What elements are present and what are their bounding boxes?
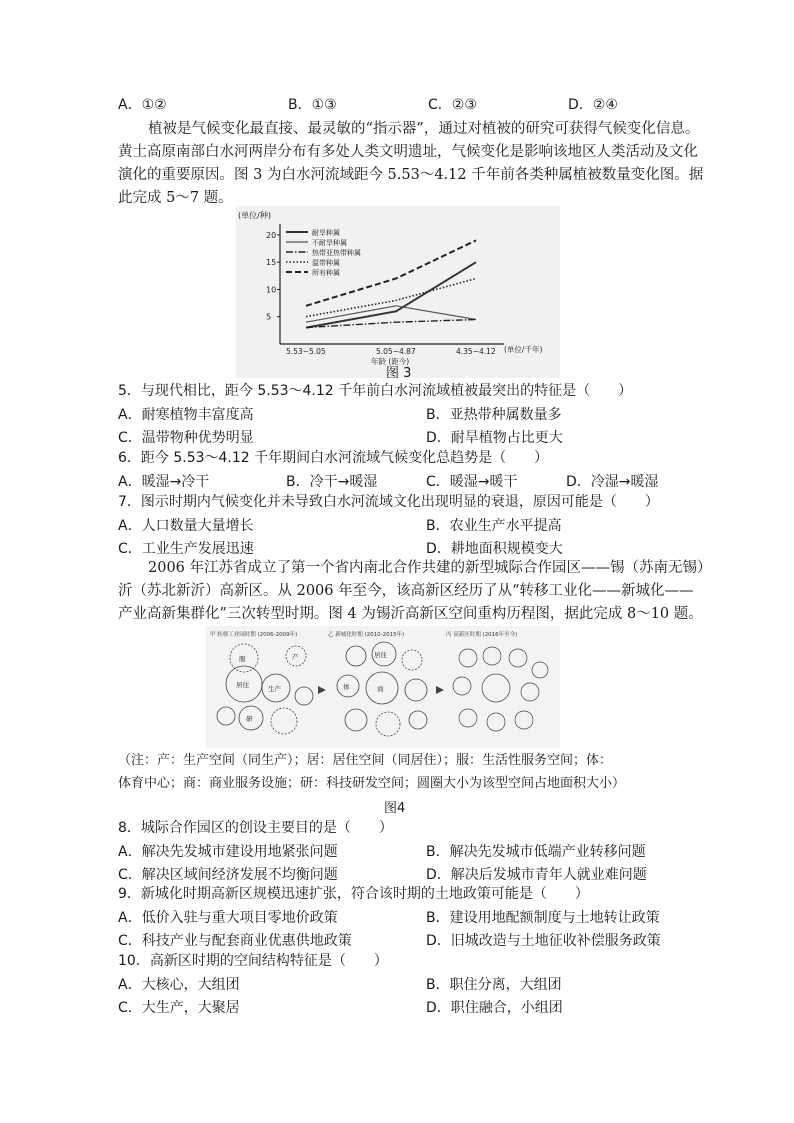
q6-option-d: D．冷湿→暖湿 (566, 474, 659, 490)
panel-c-circle-1 (459, 649, 477, 667)
q7-option-a: A．人口数量大量增长 (118, 518, 254, 534)
q4-option-b: B．①③ (288, 97, 337, 113)
figure-4-diagram (206, 626, 560, 748)
y-tick-label: 10 (266, 285, 277, 295)
panel-c-circle-5 (453, 677, 471, 695)
q6-option-a: A．暖湿→冷干 (118, 474, 210, 490)
q10-option-b: B．职住分离，大组团 (426, 977, 562, 993)
panel-b-circle-8 (376, 712, 400, 736)
q8-stem: 8．城际合作园区的创设主要目的是（ ） (118, 820, 393, 836)
panel-c-circle-10 (515, 711, 533, 729)
y-tick-label: 15 (266, 258, 277, 268)
q8-option-c: C．解决区域间经济发展不均衡问题 (118, 867, 338, 883)
y-tick-label: 5 (266, 312, 272, 322)
panel-a-labels (236, 652, 299, 723)
fig4-note-2: 体育中心；商：商业服务设施；研：科技研发空间；圆圈大小为该型空间占地面积大小） (118, 776, 626, 791)
legend-label-all: 所有种属 (312, 269, 340, 277)
panel-c-circle-7 (521, 683, 539, 701)
q5-option-a: A．耐寒植物丰富度高 (118, 407, 254, 423)
x-ticks (286, 347, 496, 356)
y-tick-label: 20 (266, 230, 277, 240)
q4-option-d: D．②④ (568, 97, 618, 113)
q10-option-a: A．大核心，大组团 (118, 977, 240, 993)
q8-option-d: D．解决后发城市青年人就业难问题 (426, 867, 647, 883)
intro-5-7-line-1: 植被是气候变化最直接、最灵敏的“指示器”，通过对植被的研究可获得气候变化信息。 (148, 121, 700, 137)
legend-label-drought: 耐旱种属 (312, 229, 340, 237)
intro-5-7-line-4: 此完成 5～7 题。 (118, 190, 233, 206)
panel-c-circle-2 (483, 647, 501, 665)
intro-8-10-line-1: 2006 年江苏省成立了第一个省内南北合作共建的新型城际合作园区——锡（苏南无锡） (148, 560, 712, 576)
intro-5-7-line-2: 黄土高原南部白水河两岸分布有多处人类文明遗址，气候变化是影响该地区人类活动及文化 (118, 144, 698, 160)
figure-3 (236, 206, 560, 378)
fig4-note-1: （注：产：生产空间（同生产）；居：居住空间（同居住）；服：生活性服务空间；体： (118, 753, 613, 768)
q6-option-b: B．冷干→暖湿 (286, 474, 378, 490)
arrow-b-c (436, 686, 444, 694)
label-commerce: 商 (377, 685, 384, 693)
panel-c-circle-3 (509, 649, 527, 667)
panel-c-circle-4 (532, 662, 548, 678)
panel-a (217, 644, 313, 734)
q5-option-b: B．亚热带种属数量多 (426, 407, 562, 423)
panel-a-title: 甲 转移工业园时期 (2006-2009年) (210, 632, 298, 638)
q9-stem: 9．新城化时期高新区规模迅速扩张，符合该时期的土地政策可能是（ ） (118, 886, 589, 902)
label-living-b: 居住 (374, 651, 387, 659)
panel-c-circle-9 (487, 713, 505, 731)
x-tick-label: 5.53~5.05 (286, 347, 326, 356)
q9-option-d: D．旧城改造与土地征收补偿服务政策 (426, 933, 661, 949)
series-line-1 (306, 306, 476, 322)
panel-a-circle-7 (271, 708, 297, 734)
q10-stem: 10．高新区时期的空间结构特征是（ ） (118, 953, 388, 969)
q6-stem: 6．距今 5.53～4.12 千年期间白水河流域气候变化总趋势是（ ） (118, 450, 549, 466)
q7-option-d: D．耕地面积规模变大 (426, 541, 563, 557)
panel-b-labels (343, 650, 388, 693)
q7-stem: 7．图示时期内气候变化并未导致白水河流域文化出现明显的衰退，原因可能是（ ） (118, 494, 659, 510)
legend (286, 228, 361, 277)
label-sports: 体 (343, 683, 350, 691)
label-research: 研 (246, 715, 253, 723)
panel-c (453, 647, 548, 731)
q9-option-b: B．建设用地配额制度与土地转让政策 (426, 910, 660, 926)
y-unit-label: (单位/种) (238, 211, 271, 220)
q5-stem: 5．与现代相比，距今 5.53～4.12 千年前白水河流域植被最突出的特征是（ ） (118, 383, 633, 399)
panel-b-circle-7 (345, 709, 367, 731)
figure-3-caption: 图 3 (386, 366, 412, 381)
x-axis-title: 年龄 (距今) (371, 357, 410, 366)
x-tick-label: 4.35~4.12 (456, 347, 496, 356)
legend-label-tropical: 热带亚热带种属 (312, 249, 361, 257)
q5-option-c: C．温带物种优势明显 (118, 430, 254, 446)
label-living: 居住 (236, 681, 249, 689)
panel-b-circle-1 (346, 646, 366, 666)
panel-a-circle-8 (295, 687, 313, 705)
q10-option-d: D．职住融合，小组团 (426, 1000, 563, 1016)
series-line-3 (306, 279, 476, 317)
panel-b-circle-9 (409, 711, 427, 729)
label-serve: 服 (239, 655, 246, 663)
panel-c-circle-8 (459, 709, 477, 727)
x-unit-label: (单位/千年) (504, 345, 543, 354)
intro-8-10-line-2: 沂（苏北新沂）高新区。从 2006 年至今，该高新区经历了从“转移工业化——新城化—— (118, 583, 694, 599)
figure-4 (206, 626, 560, 748)
q7-option-c: C．工业生产发展迅速 (118, 541, 254, 557)
panel-b-circle-6 (405, 679, 427, 701)
intro-8-10-line-3: 产业高新集群化”三次转型时期。图 4 为锡沂高新区空间重构历程图，据此完成 8～10 题。 (118, 606, 703, 622)
panel-b-circle-3 (402, 650, 422, 670)
q4-option-a: A．①② (118, 97, 167, 113)
q8-option-a: A．解决先发城市建设用地紧张问题 (118, 844, 338, 860)
q9-option-c: C．科技产业与配套商业优惠供地政策 (118, 933, 352, 949)
panel-a-circle-5 (217, 707, 235, 725)
legend-label-temperate: 温带种属 (312, 259, 340, 267)
figure-3-chart (236, 206, 560, 378)
arrow-a-b (318, 686, 326, 694)
figure-4-caption: 图4 (384, 801, 406, 816)
q6-option-c: C．暖湿→暖干 (426, 474, 518, 490)
x-tick-label: 5.05~4.87 (376, 347, 416, 356)
y-ticks (266, 231, 280, 322)
q7-option-b: B．农业生产水平提高 (426, 518, 562, 534)
q10-option-c: C．大生产，大聚居 (118, 1000, 240, 1016)
q5-option-d: D．耐旱植物占比更大 (426, 430, 563, 446)
panel-c-circle-6 (482, 674, 510, 702)
intro-5-7-line-3: 演化的重要原因。图 3 为白水河流域距今 5.53～4.12 千年前各类种属植被数量变化图。据 (118, 167, 704, 183)
panel-c-title: 丙 高新区时期 (2016年至今) (446, 632, 518, 638)
label-prod-short: 产 (292, 653, 299, 661)
q4-option-c: C．②③ (428, 97, 477, 113)
legend-label-nondrought: 不耐旱种属 (312, 239, 347, 247)
panel-b-title: 乙 新城化时期 (2010-2015年) (328, 632, 405, 638)
label-production: 生产 (268, 685, 281, 693)
q8-option-b: B．解决先发城市低端产业转移问题 (426, 844, 646, 860)
q9-option-a: A．低价入驻与重大项目零地价政策 (118, 910, 338, 926)
